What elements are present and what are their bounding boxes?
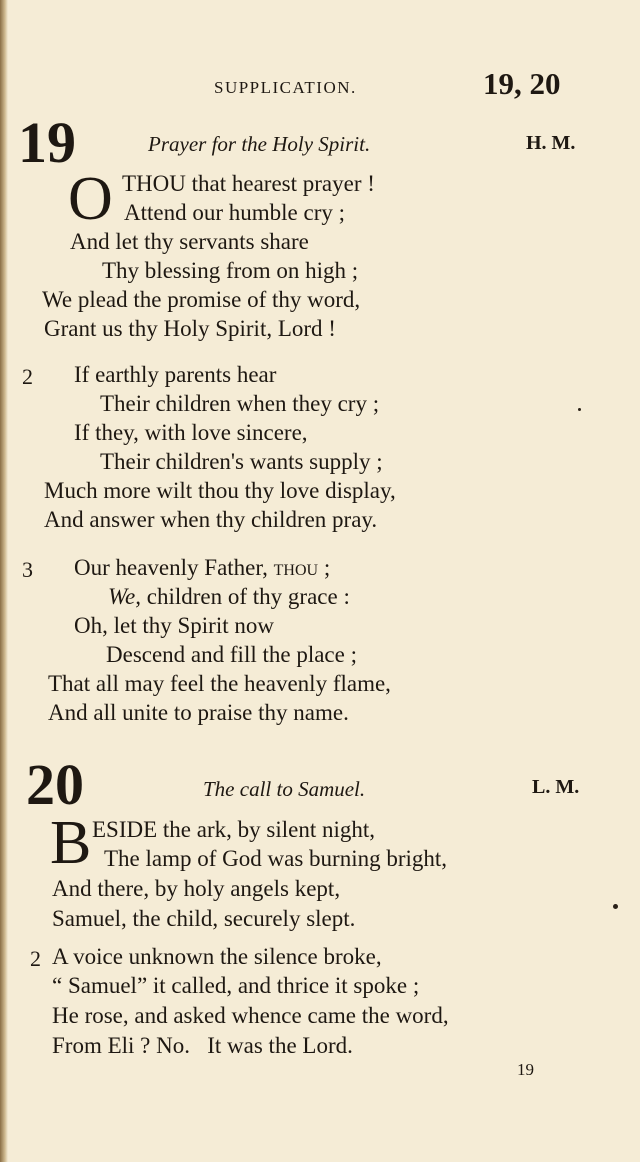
hymn20-line-2: The lamp of God was burning bright, <box>104 846 448 871</box>
page-number: 19 <box>517 1060 534 1079</box>
ink-speck <box>578 408 581 411</box>
hymn20-v2-line-2: “ Samuel” it called, and thrice it spoke ; <box>52 973 420 998</box>
hymn19-line-4: Thy blessing from on high ; <box>102 258 359 283</box>
hymn19-line-6: Grant us thy Holy Spirit, Lord ! <box>44 316 336 341</box>
hymn19-v2-line-6: And answer when thy children pray. <box>44 507 378 532</box>
hymn19-v2-line-2: Their children when they cry ; <box>100 391 380 416</box>
verse-number: 2 <box>30 946 41 971</box>
hymn19-v3-line-2: We, children of thy grace : <box>108 584 350 609</box>
hymn19-line-2: Attend our humble cry ; <box>124 200 346 225</box>
hymn20-line-1: ESIDE the ark, by silent night, <box>92 817 375 842</box>
verse-number: 3 <box>22 557 33 582</box>
hymn20-v2-line-4: From Eli ? No. It was the Lord. <box>52 1033 353 1058</box>
meter-19: H. M. <box>526 132 576 154</box>
hymn19-v2-line-3: If they, with love sincere, <box>74 420 308 445</box>
running-header-title: SUPPLICATION. <box>214 78 357 97</box>
hymn20-v2-line-3: He rose, and asked whence came the word, <box>52 1003 449 1028</box>
hymn20-v2-line-1: A voice unknown the silence broke, <box>52 944 382 969</box>
hymn19-line-5: We plead the promise of thy word, <box>42 287 361 312</box>
verse-number: 2 <box>22 364 33 389</box>
italic-we: We, <box>108 584 142 609</box>
hymn20-line-3: And there, by holy angels kept, <box>52 876 341 901</box>
hymn19-v3-line-5: That all may feel the heavenly flame, <box>48 671 391 696</box>
hymn19-line-1: THOU that hearest prayer ! <box>122 171 375 196</box>
small-caps-thou: thou <box>273 555 319 580</box>
hymn19-v3-line-3: Oh, let thy Spirit now <box>74 613 274 638</box>
hymn19-v2-line-5: Much more wilt thou thy love display, <box>44 478 396 503</box>
hymn19-v2-line-1: If earthly parents hear <box>74 362 277 387</box>
hymn19-v3-line-1: Our heavenly Father, thou ; <box>74 555 331 580</box>
hymn19-v3-line-6: And all unite to praise thy name. <box>48 700 349 725</box>
hymn-number-19: 19 <box>18 110 76 175</box>
hymn19-v3-line-4: Descend and fill the place ; <box>106 642 357 667</box>
ink-speck <box>613 904 618 909</box>
dropcap-19: O <box>68 165 113 233</box>
hymn-number-20: 20 <box>26 752 84 817</box>
hymn20-line-4: Samuel, the child, securely slept. <box>52 906 356 931</box>
dropcap-20: B <box>50 809 92 877</box>
page-edge <box>0 0 8 1162</box>
meter-20: L. M. <box>532 776 580 798</box>
hymn19-line-3: And let thy servants share <box>70 229 309 254</box>
running-header-hymn-numbers: 19, 20 <box>483 66 561 101</box>
hymn-title-19: Prayer for the Holy Spirit. <box>148 132 371 156</box>
hymn-title-20: The call to Samuel. <box>203 777 366 801</box>
hymn19-v2-line-4: Their children's wants supply ; <box>100 449 383 474</box>
